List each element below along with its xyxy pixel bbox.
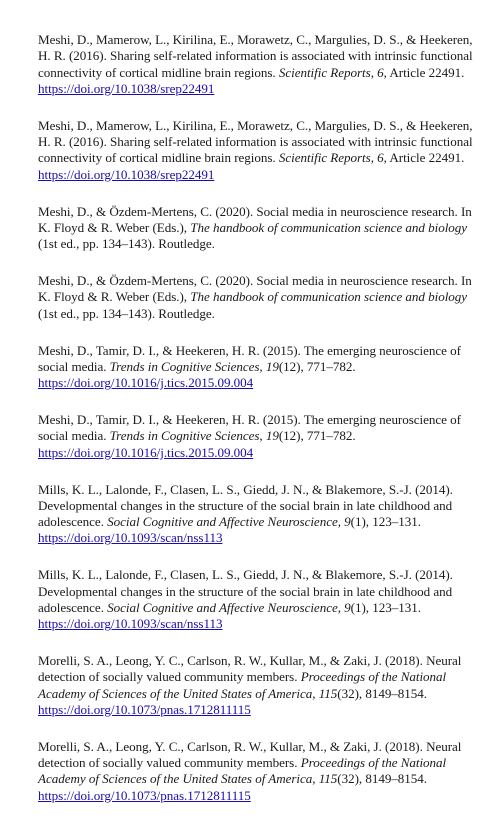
reference-text: connectivity of cortical midline brain regions. [38, 150, 279, 166]
reference-line [38, 755, 488, 771]
reference-text: Developmental changes in the structure of the social brain in late childhood and [38, 497, 453, 513]
reference-text: Meshi, D., Tamir, D. I., & Heekeren, H. R. (2015). The emerging neuroscience of [38, 412, 461, 428]
reference-text: (32), 8149–8154. [337, 771, 428, 787]
reference-line [38, 306, 488, 322]
reference-text: (12), 771–782. [278, 358, 356, 374]
reference-line [38, 567, 488, 583]
reference-text: , [312, 771, 319, 787]
reference-text: , [259, 428, 266, 444]
reference-italic-text: Trends in Cognitive Sciences [109, 428, 260, 444]
reference-italic-text: 19 [265, 358, 279, 374]
reference-text: Meshi, D., & Özdem-Mertens, C. (2020). Social media in neuroscience research. In [38, 273, 472, 289]
reference-italic-text: 19 [265, 428, 279, 444]
reference-text: Morelli, S. A., Leong, Y. C., Carlson, R. W., Kullar, M., & Zaki, J. (2018). Neural [38, 653, 462, 669]
reference-line [38, 445, 488, 461]
doi-link[interactable]: https://doi.org/10.1073/pnas.1712811115 [38, 701, 251, 717]
reference-italic-text: Academy of Sciences of the United States of America [38, 771, 313, 787]
reference-italic-text: Trends in Cognitive Sciences [109, 358, 260, 374]
reference-line [38, 428, 488, 444]
reference-line [38, 236, 488, 252]
reference-line [38, 81, 488, 97]
doi-link[interactable]: https://doi.org/10.1016/j.tics.2015.09.004 [38, 375, 254, 391]
reference-line [38, 482, 488, 498]
reference-entry [38, 739, 488, 804]
reference-text: (32), 8149–8154. [337, 685, 428, 701]
reference-italic-text: 9 [344, 599, 351, 615]
reference-italic-text: 6 [377, 150, 384, 166]
reference-line [38, 289, 488, 305]
reference-italic-text: Proceedings of the National [300, 669, 447, 685]
reference-text: (1st ed., pp. 134–143). Routledge. [38, 236, 215, 252]
reference-italic-text: Scientific Reports [278, 64, 371, 80]
reference-text: adolescence. [38, 599, 108, 615]
reference-text: (1st ed., pp. 134–143). Routledge. [38, 305, 215, 321]
reference-line [38, 273, 488, 289]
reference-italic-text: The handbook of communication science and biology [190, 219, 468, 235]
reference-line [38, 32, 488, 48]
reference-text: Mills, K. L., Lalonde, F., Clasen, L. S., Giedd, J. N., & Blakemore, S.-J. (2014). [38, 481, 453, 497]
reference-text: , [312, 685, 319, 701]
reference-text: H. R. (2016). Sharing self-related information is associated with intrinsic functional [38, 134, 473, 150]
reference-line [38, 65, 488, 81]
reference-line [38, 48, 488, 64]
doi-link[interactable]: https://doi.org/10.1038/srep22491 [38, 80, 215, 96]
reference-line [38, 686, 488, 702]
reference-text: (1), 123–131. [350, 514, 421, 530]
reference-italic-text: Academy of Sciences of the United States of America [38, 685, 313, 701]
doi-link[interactable]: https://doi.org/10.1073/pnas.1712811115 [38, 787, 251, 803]
reference-line [38, 653, 488, 669]
reference-italic-text: 115 [318, 685, 338, 701]
reference-text: Meshi, D., & Özdem-Mertens, C. (2020). Social media in neuroscience research. In [38, 203, 472, 219]
reference-line [38, 204, 488, 220]
reference-line [38, 616, 488, 632]
reference-line [38, 669, 488, 685]
reference-text: K. Floyd & R. Weber (Eds.), [38, 289, 191, 305]
reference-line [38, 771, 488, 787]
doi-link[interactable]: https://doi.org/10.1093/scan/nss113 [38, 616, 223, 632]
reference-text: detection of socially valued community members. [38, 755, 301, 771]
reference-text: social media. [38, 358, 110, 374]
doi-link[interactable]: https://doi.org/10.1016/j.tics.2015.09.004 [38, 444, 254, 460]
reference-text: (1), 123–131. [350, 599, 421, 615]
reference-italic-text: Social Cognitive and Affective Neuroscience [107, 514, 338, 530]
reference-text: Mills, K. L., Lalonde, F., Clasen, L. S., Giedd, J. N., & Blakemore, S.-J. (2014). [38, 567, 453, 583]
reference-entry [38, 273, 488, 322]
reference-text: , [259, 358, 266, 374]
reference-text: K. Floyd & R. Weber (Eds.), [38, 219, 191, 235]
reference-line [38, 498, 488, 514]
reference-text: H. R. (2016). Sharing self-related information is associated with intrinsic functional [38, 48, 473, 64]
reference-entry [38, 118, 488, 183]
reference-text: , Article 22491. [383, 150, 465, 166]
reference-text: Meshi, D., Mamerow, L., Kirilina, E., Morawetz, C., Margulies, D. S., & Heekeren, [38, 32, 473, 47]
reference-line [38, 514, 488, 530]
doi-link[interactable]: https://doi.org/10.1038/srep22491 [38, 166, 215, 182]
reference-entry [38, 482, 488, 547]
reference-line [38, 134, 488, 150]
reference-entry [38, 567, 488, 632]
reference-line [38, 220, 488, 236]
reference-text: Developmental changes in the structure of the social brain in late childhood and [38, 583, 453, 599]
reference-text: connectivity of cortical midline brain regions. [38, 64, 279, 80]
reference-italic-text: 115 [318, 771, 338, 787]
reference-text: detection of socially valued community members. [38, 669, 301, 685]
reference-text: , [370, 64, 378, 80]
reference-line [38, 702, 488, 718]
reference-text: , Article 22491. [383, 64, 465, 80]
reference-italic-text: Proceedings of the National [300, 755, 447, 771]
reference-line [38, 412, 488, 428]
reference-entry [38, 653, 488, 718]
reference-text: adolescence. [38, 514, 108, 530]
reference-text: (12), 771–782. [278, 428, 356, 444]
reference-line [38, 167, 488, 183]
reference-line [38, 600, 488, 616]
reference-italic-text: The handbook of communication science and biology [190, 289, 468, 305]
reference-text: Morelli, S. A., Leong, Y. C., Carlson, R. W., Kullar, M., & Zaki, J. (2018). Neural [38, 738, 462, 754]
reference-line [38, 359, 488, 375]
reference-text: , [337, 514, 345, 530]
reference-line [38, 343, 488, 359]
reference-italic-text: Social Cognitive and Affective Neuroscience [107, 599, 338, 615]
reference-text: , [370, 150, 378, 166]
reference-entry [38, 412, 488, 461]
reference-line [38, 739, 488, 755]
reference-line [38, 530, 488, 546]
reference-italic-text: Scientific Reports [278, 150, 371, 166]
reference-text: Meshi, D., Mamerow, L., Kirilina, E., Morawetz, C., Margulies, D. S., & Heekeren, [38, 117, 473, 133]
reference-entry [38, 32, 488, 97]
reference-line [38, 375, 488, 391]
reference-italic-text: 9 [344, 514, 351, 530]
reference-text: Meshi, D., Tamir, D. I., & Heekeren, H. R. (2015). The emerging neuroscience of [38, 342, 461, 358]
reference-text: social media. [38, 428, 110, 444]
reference-line [38, 150, 488, 166]
reference-line [38, 118, 488, 134]
reference-entry [38, 204, 488, 253]
reference-italic-text: 6 [377, 64, 384, 80]
doi-link[interactable]: https://doi.org/10.1093/scan/nss113 [38, 530, 223, 546]
reference-line [38, 584, 488, 600]
reference-text: , [337, 599, 345, 615]
reference-line [38, 788, 488, 804]
reference-entry [38, 343, 488, 392]
